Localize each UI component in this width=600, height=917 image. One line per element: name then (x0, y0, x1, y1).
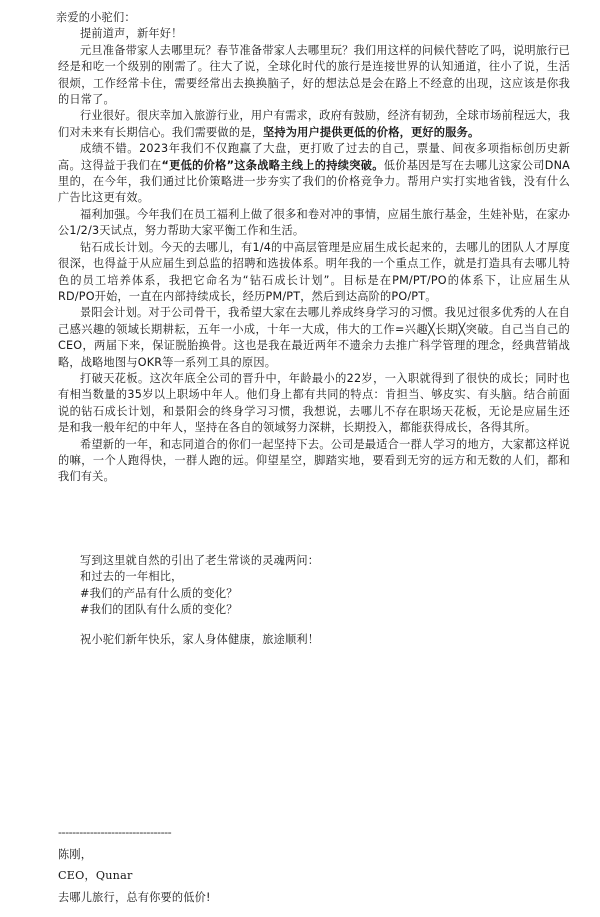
signature-title: CEO，Qunar (58, 869, 133, 882)
emphasis-text: “更低的价格”这条战略主线上的持续突破。 (161, 158, 384, 172)
paragraph-text: 景阳会计划。对于公司骨干，我希望大家在去哪儿养成终身学习的习惯。我见过很多优秀的人在自己感兴趣的领域长期耕耘，五年一小成，十年一大成，伟大的工作=兴趣╳长期╳突破。自己当自己的CEO，两届下来，保证脱胎换骨。这也是我在最近两年不遗余力去推广科学管理的理念，经典营销战略，战略地图与OKR等一系列工具的原因。 (58, 306, 570, 369)
reflection-lead: 和过去的一年相比， (80, 570, 183, 584)
paragraph-jingyang-plan (58, 305, 570, 371)
paragraph-diamond-plan (58, 240, 570, 306)
paragraph-industry (58, 108, 570, 141)
paragraph-welfare (58, 207, 570, 240)
paragraph-text: 钻石成长计划。今天的去哪儿，有1/4的中高层管理是应届生成长起来的，去哪儿的团队人才厚度很深，也得益于从应届生到总监的招聘和选拔体系。明年我的一个重点工作，就是打造具有去哪儿特色的员工培养体系，我把它命名为“钻石成长计划”。目标是在PM/PT/PO的体系下，让应届生从RD/PO开始，一直在内部持续成长，经历PM/PT，然后到达高阶的PO/PT。 (58, 240, 570, 303)
reflection-question-product: #我们的产品有什么质的变化？ (80, 586, 238, 600)
salutation: 亲爱的小驼们： (56, 11, 136, 24)
reflection-intro: 写到这里就自然的引出了老生常谈的灵魂两问： (80, 554, 320, 567)
signature-name: 陈刚， (58, 847, 93, 861)
paragraph-text: 打破天花板。这次年底全公司的晋升中，年龄最小的22岁，一入职就得到了很快的成长；同时也有相当数量的35岁以上职场中年人。他们身上都有共同的特点：肯担当、够皮实、有头脑。结合前面说的钻石成长计划，和景阳会的终身学习习惯，我想说，去哪儿不存在职场天花板，无论是应届生还是和我一般年纪的中年人，坚持在各自的领域努力深耕，长期投入，都能获得成长，各得其所。 (58, 371, 570, 435)
reflection-question-team: #我们的团队有什么质的变化？ (80, 603, 238, 617)
paragraph-text: 希望新的一年，和志同道合的你们一起坚持下去。公司是最适合一群人学习的地方，大家都这样说的嘛，一个人跑得快，一群人跑的远。仰望星空，脚踏实地，要看到无穷的远方和无数的人们，都和我们有关。 (58, 437, 570, 484)
signature-block (58, 822, 211, 908)
paragraph-hope (58, 437, 570, 486)
signature-slogan: 去哪儿旅行，总有你要的低价! (58, 890, 211, 904)
paragraph-text: 成绩不错。2023年我们不仅跑赢了大盘，更打败了过去的自己，票量、间夜多项指标创历史新高。这得益于我们在 (58, 142, 570, 172)
closing-wish: 祝小驼们新年快乐，家人身体健康，旅途顺利！ (80, 633, 320, 646)
reflection-block (80, 553, 560, 619)
emphasis-text: 坚持为用户提供更低的价格，更好的服务。 (262, 125, 480, 139)
signature-separator: -------------------------------- (58, 826, 172, 839)
letter-body (58, 43, 570, 486)
paragraph-text: 元旦准备带家人去哪里玩？春节准备带家人去哪里玩？我们用这样的问候代替吃了吗，说明旅行已经是和吃一个级别的刚需了。往大了说，全球化时代的旅行是连接世界的认知通道，往小了说，生活很烦，工作经常卡住，需要经常出去换换脑子，好的想法总是会在路上不经意的出现，这应该是你我的日常了。 (58, 43, 570, 107)
greeting: 提前道声，新年好！ (80, 27, 183, 41)
paragraph-travel (58, 43, 570, 109)
paragraph-text: 福利加强。今年我们在员工福利上做了很多和卷对冲的事情，应届生旅行基金，生娃补贴，在家办公1/2/3天试点，努力帮助大家平衡工作和生活。 (58, 207, 570, 238)
paragraph-text: 低价基因是写在去哪儿这家公司DNA里的，在今年，我们通过比价策略进一步夯实了我们的价格竞争力。帮用户实打实地省钱，没有什么广告比这更有效。 (58, 158, 570, 205)
paragraph-text: 行业很好。很庆幸加入旅游行业，用户有需求，政府有鼓励，经济有韧劲，全球市场前程远大，我们对未来有长期信心。我们需要做的是， (58, 109, 570, 139)
paragraph-results (58, 141, 570, 207)
paragraph-ceiling (58, 371, 570, 437)
